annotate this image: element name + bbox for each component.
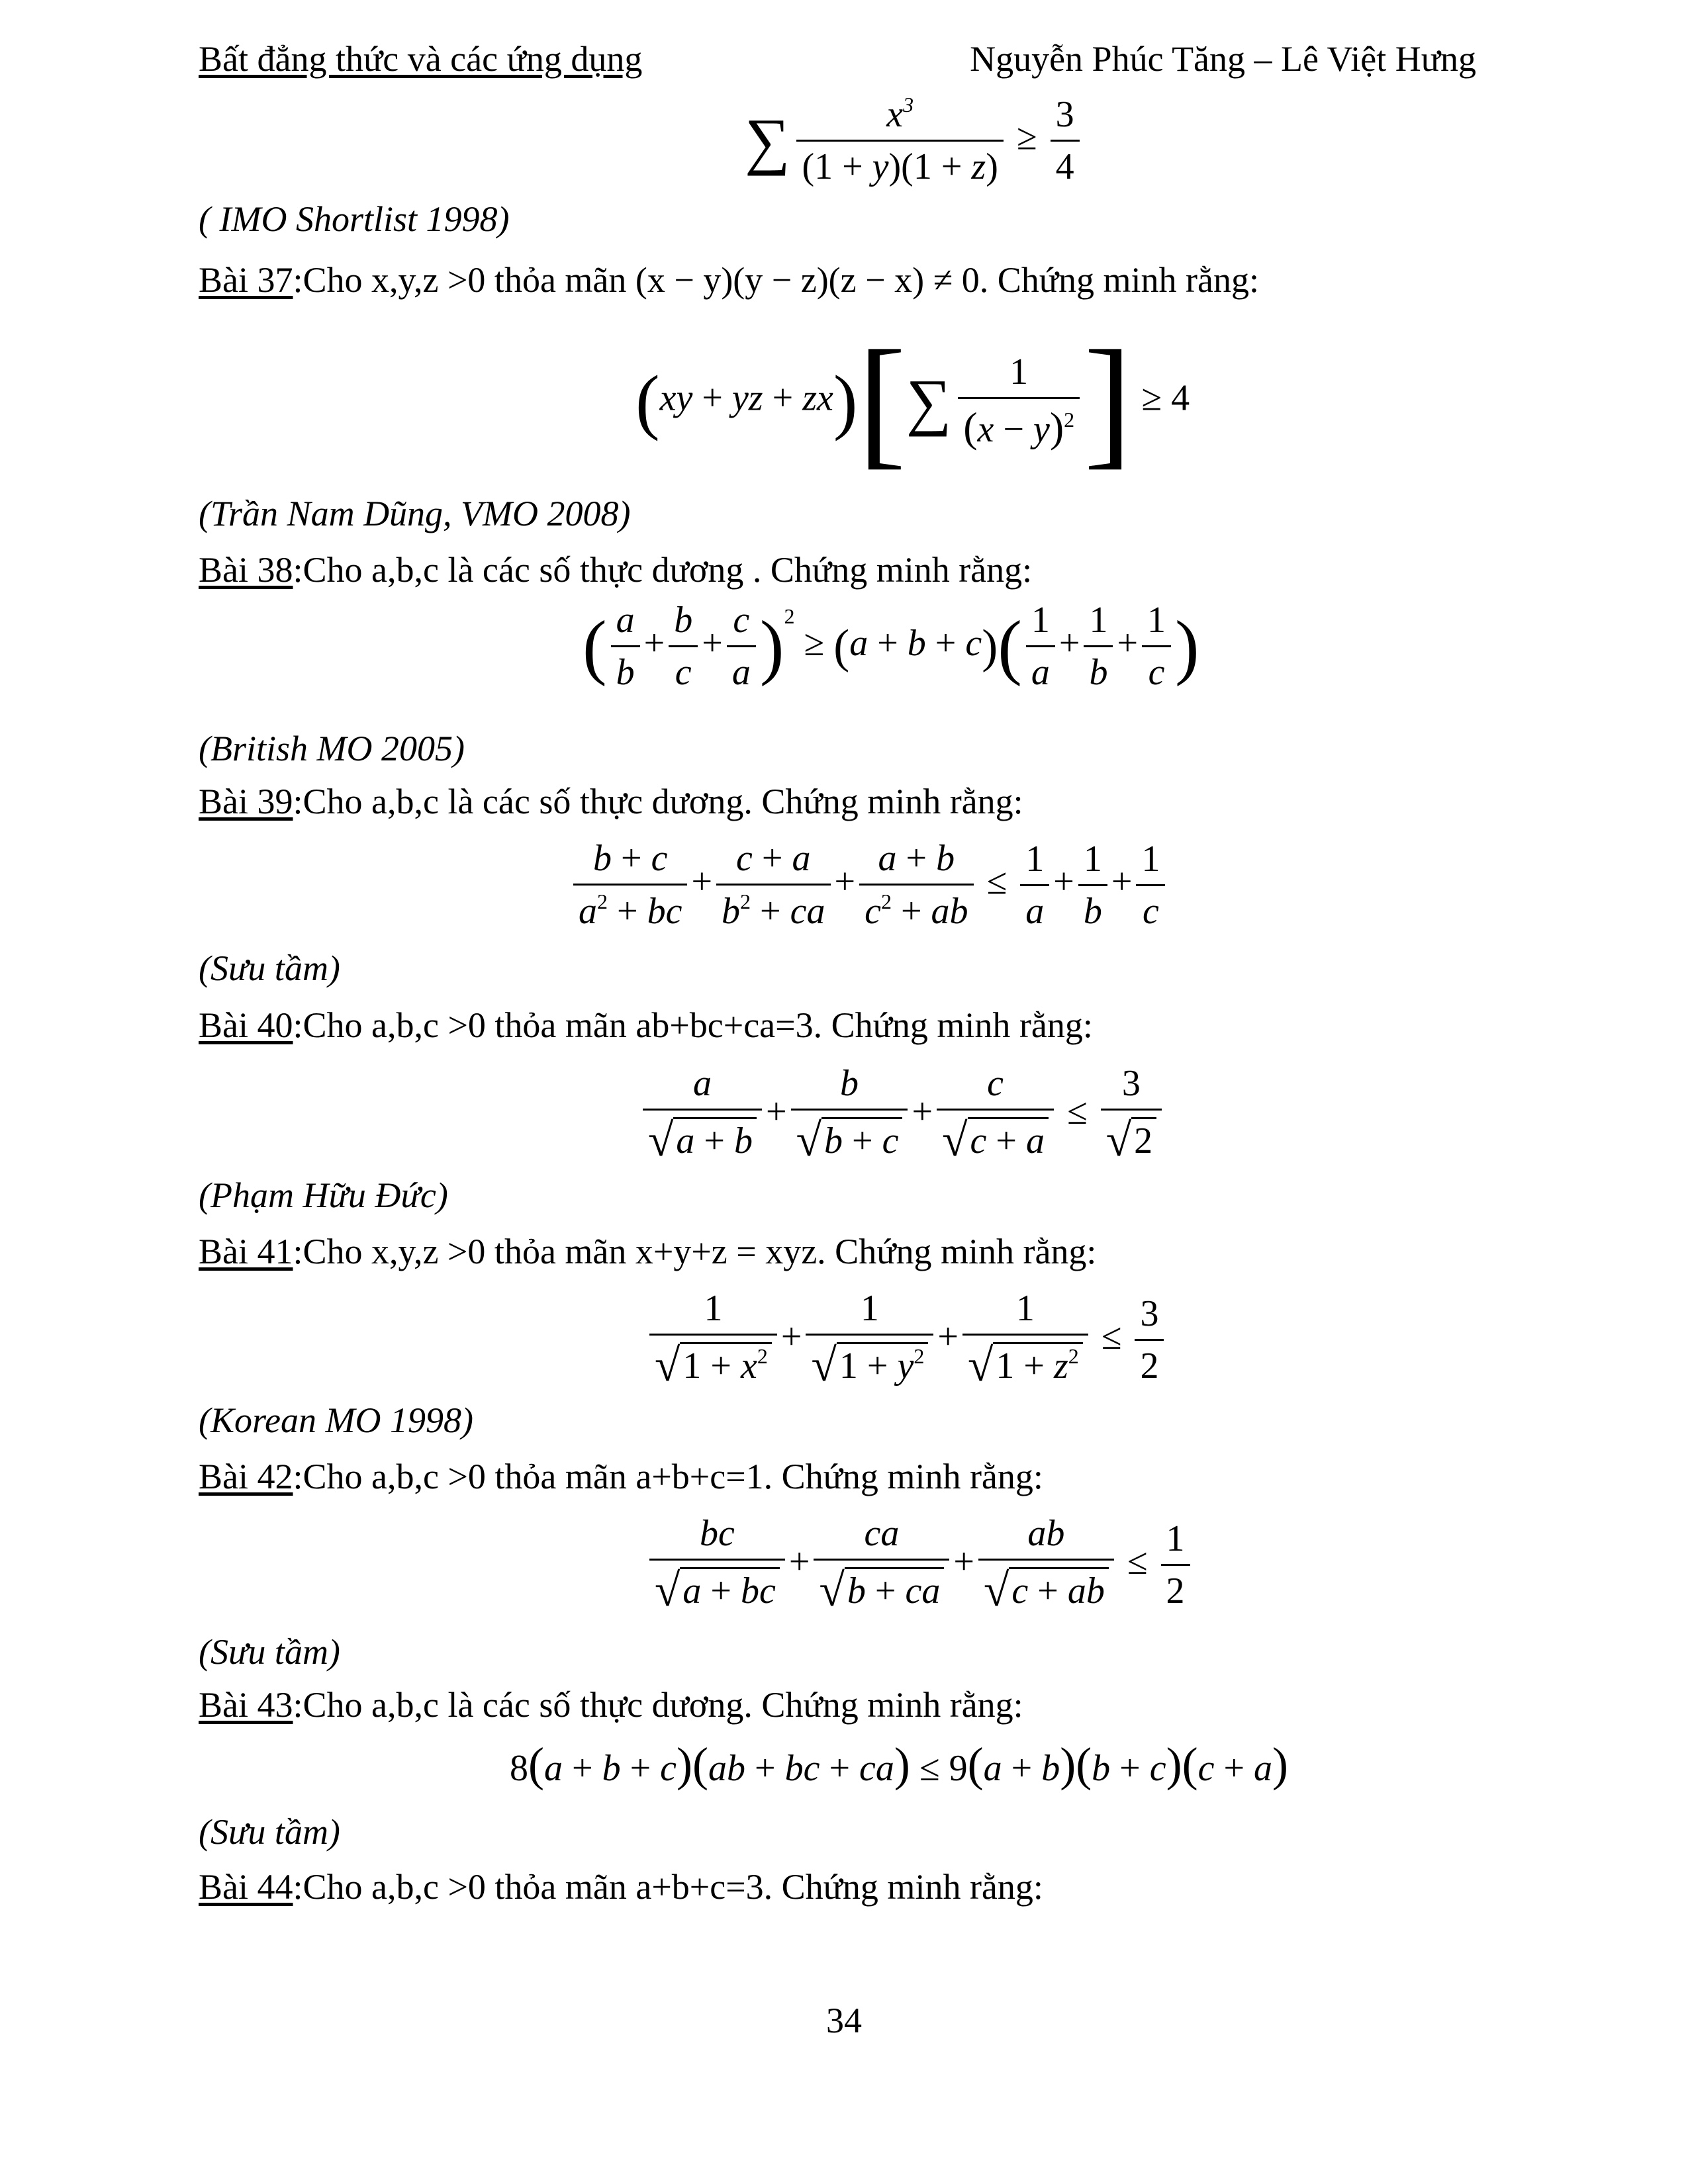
page-number: 34: [826, 2001, 862, 2040]
source-36: ( IMO Shortlist 1998): [199, 199, 510, 239]
problem-39: [199, 781, 1023, 822]
header-book-title: Bất đẳng thức và các ứng dụng: [199, 39, 643, 79]
header-authors: Nguyễn Phúc Tăng – Lê Việt Hưng: [970, 39, 1476, 79]
formula-40: $\frac{a}{√a + b}$ + $\frac{b}{√b + c}$ + $\frac{c}{√c + a}$ ≤ $\frac{3}{√2}$: [639, 1062, 1166, 1168]
problem-38: [199, 549, 1032, 590]
problem-40: [199, 1005, 1093, 1046]
source-41: (Korean MO 1998): [199, 1400, 473, 1440]
source-43: (Sưu tầm): [199, 1812, 340, 1852]
problem-40-label: Bài 40: [199, 1005, 293, 1045]
problem-37-statement: :Cho x,y,z >0 thỏa mãn (x − y)(y − z)(z − x) ≠ 0. Chứng minh rằng:: [293, 260, 1259, 300]
formula-43: 8(a + b + c)(ab + bc + ca) ≤ 9(a + b)(b + c)(c + a): [510, 1738, 1289, 1791]
problem-43-label: Bài 43: [199, 1685, 293, 1725]
page-header: [199, 38, 1476, 85]
problem-44-statement: :Cho a,b,c >0 thỏa mãn a+b+c=3. Chứng minh rằng:: [293, 1867, 1043, 1907]
problem-41-label: Bài 41: [199, 1232, 293, 1271]
formula-39: $\frac{b + c}{a^2 + bc}$ + $\frac{c + a}{b^2 + ca}$ + $\frac{a + b}{c^2 + ab}$ ≤ $\frac{1}{a}$ + $\frac{1}{b}$ + $\frac{1}{c}$: [569, 837, 1169, 933]
formula-42: $\frac{bc}{√a + bc}$ + $\frac{ca}{√b + ca}$ + $\frac{ab}{√c + ab}$ ≤ $\frac{1}{2}$: [645, 1512, 1194, 1618]
formula-41: $\frac{1}{√1 + x^2}$ + $\frac{1}{√1 + y^2}$ + $\frac{1}{√1 + z^2}$ ≤ $\frac{3}{2}$: [645, 1287, 1168, 1393]
source-42: (Sưu tầm): [199, 1632, 340, 1672]
problem-41: [199, 1231, 1096, 1272]
source-40: (Phạm Hữu Đức): [199, 1175, 448, 1215]
formula-37: (xy + yz + zx)[∑ $\frac{1}{(x - y)^2}$ ] ≥ 4: [635, 320, 1190, 482]
problem-44: [199, 1866, 1043, 1907]
problem-43: [199, 1684, 1023, 1725]
problem-38-label: Bài 38: [199, 550, 293, 590]
problem-44-label: Bài 44: [199, 1867, 293, 1907]
problem-41-statement: :Cho x,y,z >0 thỏa mãn x+y+z = xyz. Chứng minh rằng:: [293, 1232, 1097, 1271]
problem-40-statement: :Cho a,b,c >0 thỏa mãn ab+bc+ca=3. Chứng minh rằng:: [293, 1005, 1093, 1045]
problem-38-statement: :Cho a,b,c là các số thực dương . Chứng minh rằng:: [293, 550, 1033, 590]
problem-37: [199, 259, 1259, 300]
problem-39-label: Bài 39: [199, 782, 293, 821]
problem-42: [199, 1456, 1043, 1497]
problem-42-label: Bài 42: [199, 1457, 293, 1496]
source-38: (British MO 2005): [199, 729, 465, 768]
source-37: (Trần Nam Dũng, VMO 2008): [199, 494, 631, 533]
problem-43-statement: :Cho a,b,c là các số thực dương. Chứng minh rằng:: [293, 1685, 1023, 1725]
source-39: (Sưu tầm): [199, 948, 340, 988]
formula-38: ( $\frac{a}{b}$ + $\frac{b}{c}$ + $\frac{c}{a}$ )$^2$ ≥ (a + b + c)( $\frac{1}{a}$ + $\frac{1}{b}$ + $\frac{1}{c}$ ): [583, 600, 1199, 694]
problem-42-statement: :Cho a,b,c >0 thỏa mãn a+b+c=1. Chứng minh rằng:: [293, 1457, 1043, 1496]
problem-37-label: Bài 37: [199, 260, 293, 300]
problem-39-statement: :Cho a,b,c là các số thực dương. Chứng minh rằng:: [293, 782, 1023, 821]
formula-36: ∑ $\frac{x^3}{(1 + y)(1 + z)}$ ≥ $\frac{3}{4}$: [745, 93, 1084, 189]
